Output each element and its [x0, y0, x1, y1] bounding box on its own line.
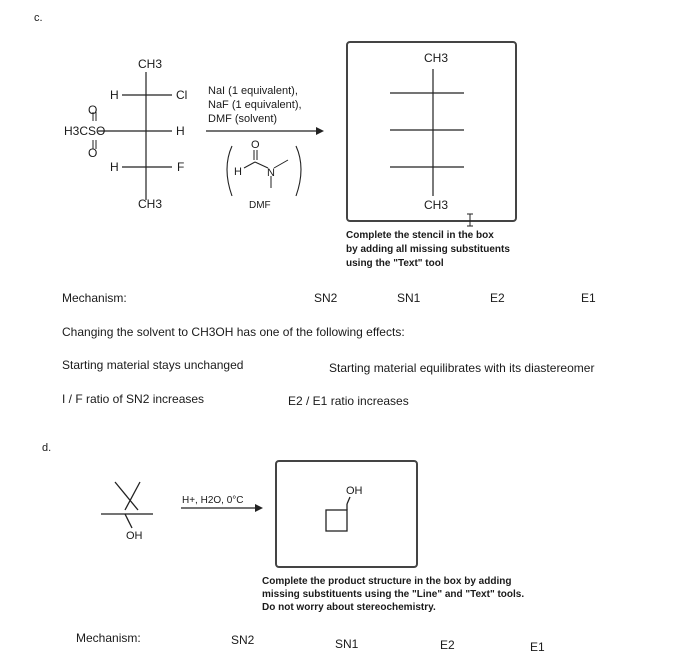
instruction-line: Complete the stencil in the box [346, 230, 494, 241]
fischer-row3-left: H [110, 160, 119, 174]
product-oh-label: OH [346, 485, 363, 497]
reagent-conditions [208, 84, 302, 126]
product-bottom-ch3: CH3 [424, 198, 449, 212]
fischer-row3-right: F [177, 160, 185, 174]
section-c-label: c. [34, 12, 43, 24]
effect-option-unchanged[interactable]: Starting material stays unchanged [62, 358, 244, 372]
reagent-line: NaI (1 equivalent), [208, 85, 298, 97]
mechanism-option-e2-d[interactable]: E2 [440, 638, 455, 652]
starting-oh-label: OH [126, 530, 143, 542]
instruction-line: Complete the product structure in the box by adding [262, 576, 512, 587]
sulfinyl-oxygen-top: O [88, 103, 98, 117]
dmf-hydrogen: H [234, 166, 242, 178]
mechanism-option-e2[interactable]: E2 [490, 291, 505, 305]
mechanism-option-sn2-d[interactable]: SN2 [231, 633, 255, 647]
reagent-line: NaF (1 equivalent), [208, 99, 302, 111]
box-instructions-d [262, 575, 524, 614]
acid-conditions: H+, H2O, 0°C [182, 495, 244, 506]
solvent-question: Changing the solvent to CH3OH has one of the following effects: [62, 325, 405, 339]
instruction-line: by adding all missing substituents [346, 244, 510, 255]
mechanism-option-sn2[interactable]: SN2 [314, 291, 338, 305]
dmf-label: DMF [249, 200, 271, 211]
mechanism-label-c: Mechanism: [62, 291, 127, 305]
effect-option-equilibrates[interactable]: Starting material equilibrates with its diastereomer [329, 361, 595, 375]
reagent-line: DMF (solvent) [208, 113, 278, 125]
reaction-arrow [206, 126, 326, 136]
product-top-ch3: CH3 [424, 51, 449, 65]
fischer-row2-left: H3CSO [64, 124, 106, 138]
instruction-line: using the "Text" tool [346, 258, 444, 269]
fischer-row2-right: H [176, 124, 185, 138]
fischer-row1-left: H [110, 88, 119, 102]
section-d-label: d. [42, 442, 52, 454]
cyclobutane-product-stencil[interactable] [318, 490, 378, 550]
dmf-oxygen: O [251, 139, 260, 151]
reaction-arrow-d [181, 503, 266, 513]
instruction-line: missing substituents using the "Line" and "Text" tools. [262, 589, 525, 600]
mechanism-option-e1[interactable]: E1 [581, 291, 596, 305]
effect-option-if-ratio[interactable]: I / F ratio of SN2 increases [62, 392, 205, 406]
mechanism-label-d: Mechanism: [76, 631, 141, 645]
fischer-bottom-ch3: CH3 [138, 197, 163, 211]
sulfinyl-oxygen-bottom: O [88, 146, 98, 160]
box-instructions-c [346, 229, 510, 271]
instruction-line: Do not worry about stereochemistry. [262, 602, 436, 613]
mechanism-option-sn1[interactable]: SN1 [397, 291, 421, 305]
effect-option-e2e1-ratio[interactable]: E2 / E1 ratio increases [288, 394, 409, 408]
mechanism-option-sn1-d[interactable]: SN1 [335, 637, 359, 651]
mechanism-option-e1-d[interactable]: E1 [530, 640, 545, 654]
dmf-nitrogen: N [267, 167, 275, 179]
fischer-row1-right: Cl [176, 88, 188, 102]
fischer-top-ch3: CH3 [138, 57, 163, 71]
